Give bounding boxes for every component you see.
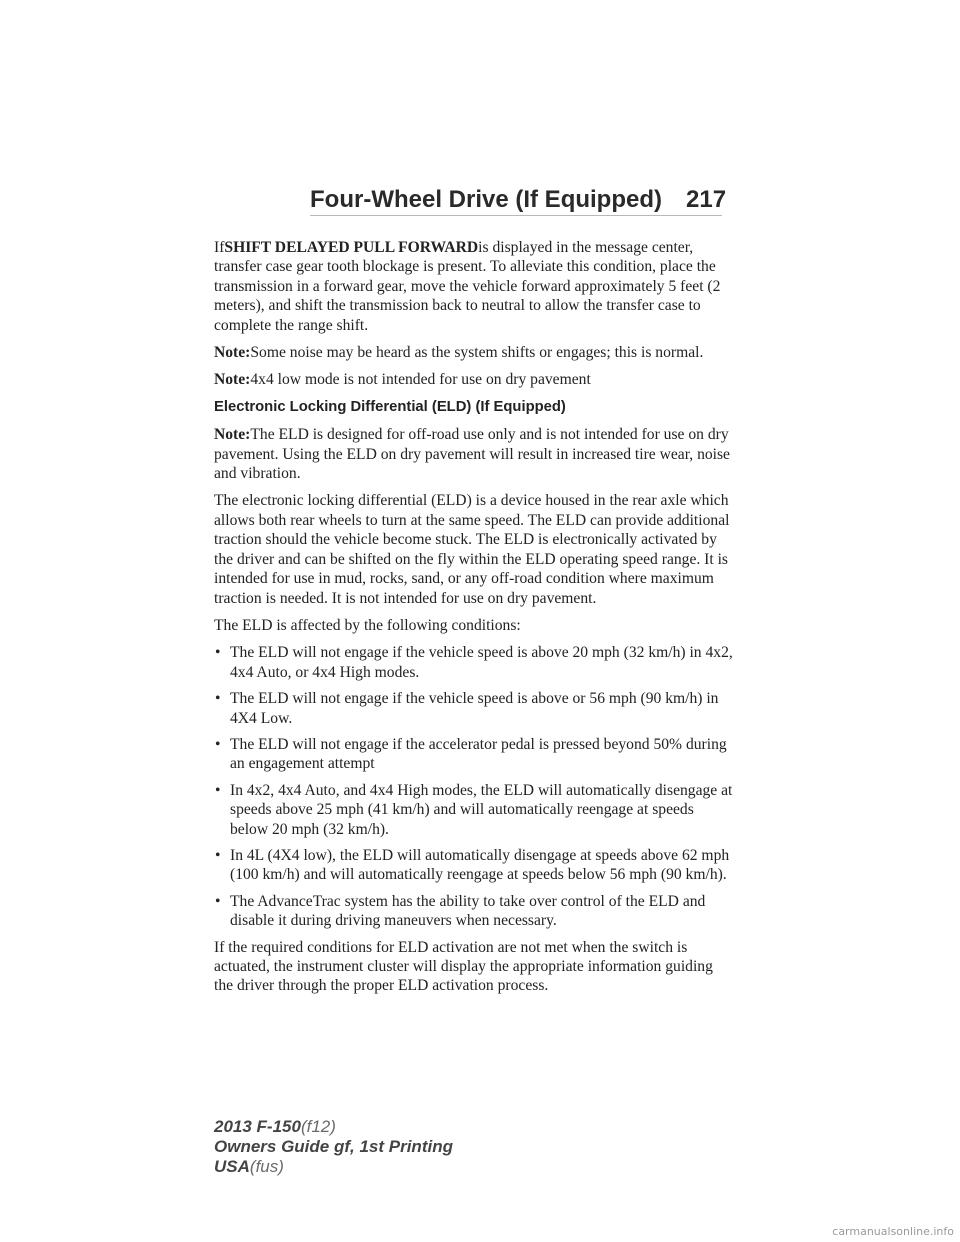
- list-item: [214, 643, 734, 682]
- note-text: Some noise may be heard as the system shifts or engages; this is normal.: [250, 344, 704, 362]
- list-item: [214, 689, 734, 728]
- note-label: Note:: [214, 371, 251, 389]
- conditions-intro: The ELD is affected by the following conditions:: [214, 616, 521, 634]
- page-content: [214, 238, 734, 1004]
- paragraph-prefix: If: [214, 239, 225, 256]
- eld-description-paragraph: The electronic locking differential (ELD) is a device housed in the rear axle which allows both rear wheels to turn at the same speed. The ELD can provide additional traction should the vehicle become stuck. The ELD is electronically activated by the driver and can be shifted on the fly within the ELD operating speed range. It is intended for use in mud, rocks, sand, or any off-road condition where maximum traction is needed. It is not intended for use on dry pavement.: [214, 492, 730, 607]
- list-item: [214, 781, 734, 839]
- list-item-text: The ELD will not engage if the vehicle speed is above or 56 mph (90 km/h) in 4X4 Low.: [230, 690, 719, 727]
- list-item-text: In 4L (4X4 low), the ELD will automatically disengage at speeds above 62 mph (100 km/h) and will automatically reengage at speeds below 56 mph (90 km/h).: [230, 846, 730, 884]
- list-item: [214, 735, 734, 774]
- note-noise: [214, 343, 734, 362]
- conditions-list: [214, 643, 734, 930]
- list-item-text: The AdvanceTrac system has the ability to take over control of the ELD and disable it during driving maneuvers when necessary.: [230, 892, 706, 930]
- bullet-icon: •: [215, 644, 221, 662]
- bullet-icon: •: [215, 892, 221, 910]
- market-code: (fus): [249, 1157, 284, 1176]
- note-label: Note:: [214, 344, 251, 362]
- bullet-icon: •: [215, 690, 221, 708]
- note-text: 4x4 low mode is not intended for use on dry pavement: [250, 371, 591, 389]
- activation-paragraph: If the required conditions for ELD activation are not met when the switch is actuated, the instrument cluster will display the appropriate information guiding the driver through the proper ELD activation process.: [214, 938, 713, 995]
- footer-line-model: [214, 1117, 453, 1137]
- bullet-icon: •: [215, 735, 221, 753]
- watermark: carmanualsonline.info: [832, 1225, 954, 1238]
- footer-line-market: [214, 1157, 453, 1177]
- note-label: Note:: [214, 426, 251, 444]
- list-item-text: The ELD will not engage if the accelerator pedal is pressed beyond 50% during an engagement attempt: [230, 735, 727, 773]
- section-title: Four-Wheel Drive (If Equipped): [310, 186, 662, 213]
- bullet-icon: •: [215, 781, 221, 799]
- model-year: 2013 F-150: [214, 1117, 301, 1136]
- list-item-text: The ELD will not engage if the vehicle speed is above 20 mph (32 km/h) in 4x2, 4x4 Auto, or 4x4 High modes.: [230, 644, 733, 681]
- list-item-text: In 4x2, 4x4 Auto, and 4x4 High modes, the ELD will automatically disengage at speeds above 25 mph (41 km/h) and will automatically reengage at speeds below 20 mph (32 km/h).: [230, 781, 733, 838]
- model-code: (f12): [300, 1117, 336, 1136]
- footer-line-guide: Owners Guide gf, 1st Printing: [214, 1137, 453, 1156]
- market: USA: [214, 1157, 250, 1176]
- list-item: [214, 892, 734, 931]
- page-number: 217: [686, 186, 727, 213]
- shift-delayed-paragraph: [214, 238, 734, 335]
- header-rule: [310, 215, 722, 216]
- message-center-text: SHIFT DELAYED PULL FORWARD: [224, 239, 479, 256]
- note-eld-offroad: [214, 425, 734, 483]
- note-text: The ELD is designed for off-road use only and is not intended for use on dry pavement. Using the ELD on dry pavement will result in increased tire wear, noise and vibration.: [214, 426, 730, 483]
- list-item: [214, 846, 734, 885]
- note-4x4-low: [214, 370, 734, 389]
- eld-heading: Electronic Locking Differential (ELD) (If Equipped): [214, 398, 566, 415]
- paragraph-text: is displayed in the message center, transfer case gear tooth blockage is present. To alleviate this condition, place the transmission in a forward gear, move the vehicle forward approximately 5 feet (2 meters), and shift the transmission back to neutral to allow the transfer case to complete the range shift.: [214, 239, 721, 334]
- bullet-icon: •: [215, 846, 221, 864]
- page-footer: [214, 1117, 453, 1177]
